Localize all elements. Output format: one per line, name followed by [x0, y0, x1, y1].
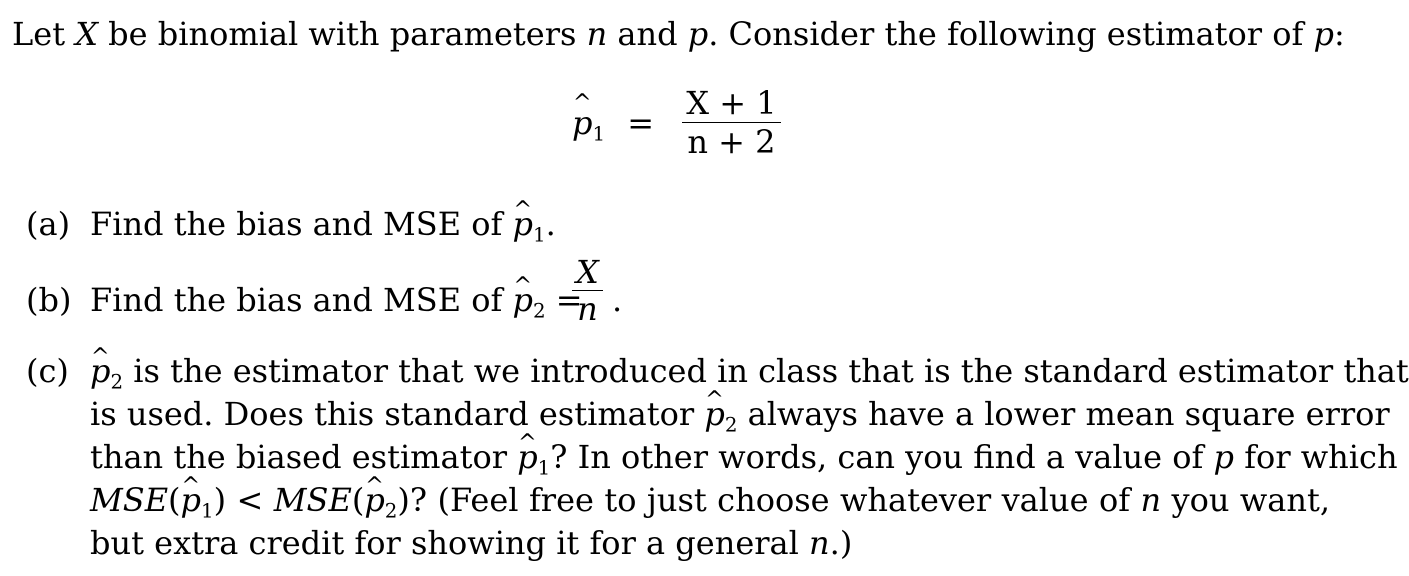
p-hat: ^ p: [181, 480, 201, 520]
part-a-sentence: Find the bias and MSE of: [90, 205, 513, 243]
intro-text: . Consider the following estimator of: [708, 15, 1314, 53]
part-c-sentence: .): [829, 524, 853, 562]
var-n: n: [586, 15, 608, 53]
p-hat: ^ p: [90, 351, 110, 391]
p-hat: ^ p: [513, 280, 533, 320]
subscript: 1: [592, 121, 606, 145]
p-hat: ^ p: [513, 204, 533, 244]
p-hat-1: [572, 103, 606, 145]
part-c-sentence: but extra credit for showing it for a general: [90, 524, 810, 562]
mse-label: MSE: [90, 481, 169, 519]
p-hat: ^ p: [704, 394, 724, 434]
subscript: 2: [384, 499, 398, 523]
part-a-label: (a): [26, 205, 71, 243]
part-b-label: (b): [26, 281, 72, 319]
intro-sentence: [12, 14, 1345, 54]
var-p: p: [1213, 438, 1235, 476]
part-c-sentence: always have a lower mean square error: [737, 395, 1390, 433]
less-than-sign: <: [226, 481, 274, 519]
p-hat: ^ p: [517, 437, 537, 477]
part-c-label: (c): [26, 352, 69, 390]
part-c-line-3: [90, 437, 1398, 480]
part-c-sentence: ? In other words, can you find a value of: [550, 438, 1214, 476]
fraction-numerator: X + 1: [686, 84, 777, 122]
part-c-sentence: you want,: [1161, 481, 1331, 519]
part-c-line-4: MSE(^ $p_1$) < MSE(^ $p_2$)? (Feel free to just choose whatever value of n you want,: [90, 480, 1330, 520]
fraction-x-over-n: [572, 254, 603, 327]
intro-text: be binomial with parameters: [98, 15, 587, 53]
var-p: p: [1313, 15, 1334, 53]
p-hat: ^ p: [572, 104, 592, 142]
var-x: X: [75, 15, 98, 53]
fraction-denominator: n: [577, 290, 598, 328]
part-c-line-5: [90, 523, 1330, 563]
part-b-text: [90, 280, 583, 323]
mse-label: MSE: [273, 481, 352, 519]
part-c-line-2: [90, 394, 1390, 437]
period: .: [545, 205, 556, 243]
fraction-numerator: X: [576, 253, 599, 291]
intro-text: and: [607, 15, 688, 53]
equals-sign: =: [627, 103, 655, 142]
part-c-sentence: is used. Does this standard estimator: [90, 395, 705, 433]
equals-sign: =: [545, 281, 583, 319]
subscript: 1: [537, 456, 551, 480]
fraction: [682, 84, 780, 161]
part-c-sentence: is the estimator that we introduced in class that is the standard estimator that: [123, 352, 1409, 390]
part-c-sentence: than the biased estimator: [90, 438, 518, 476]
subscript: 1: [201, 499, 214, 523]
intro-text: :: [1334, 15, 1345, 53]
part-c-sentence: ? (Feel free to just choose whatever value of: [409, 481, 1141, 519]
var-p: p: [687, 15, 709, 53]
subscript: 1: [533, 223, 546, 247]
p-hat: ^ p: [364, 480, 384, 520]
fraction-denominator: n + 2: [687, 123, 776, 161]
var-n: n: [1140, 481, 1162, 519]
part-c-sentence: for which: [1234, 438, 1398, 476]
period: .: [612, 281, 623, 319]
estimator-equation: [572, 84, 781, 184]
intro-text: Let: [12, 15, 76, 53]
subscript: 2: [724, 413, 738, 437]
part-b-sentence: Find the bias and MSE of: [90, 281, 513, 319]
var-n: n: [809, 524, 830, 562]
subscript: 2: [533, 299, 546, 323]
subscript: 2: [110, 370, 124, 394]
part-a-text: [90, 204, 556, 247]
